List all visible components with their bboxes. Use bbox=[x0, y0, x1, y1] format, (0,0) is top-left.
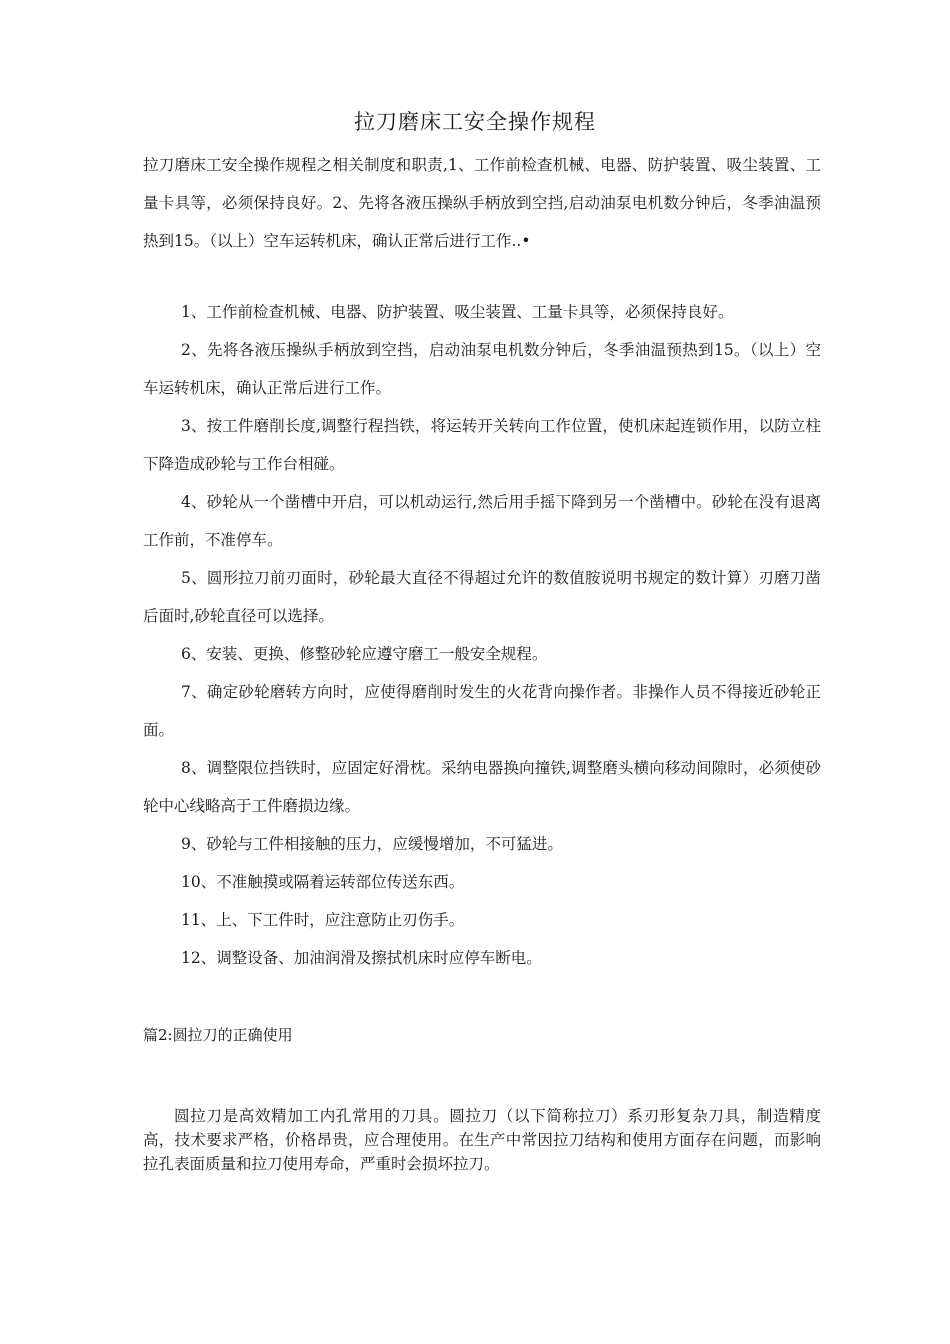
rule-item: 4、砂轮从一个凿槽中开启，可以机动运行,然后用手摇下降到另一个凿槽中。砂轮在没有退离工作前，不准停车。 bbox=[143, 493, 821, 549]
rule-item: 9、砂轮与工件相接触的压力，应缓慢增加，不可猛进。 bbox=[181, 835, 563, 853]
rule-item: 6、安装、更换、修整砂轮应遵守磨工一般安全规程。 bbox=[181, 645, 548, 663]
rule-item: 11、上、下工件时，应注意防止刃伤手。 bbox=[181, 911, 465, 929]
intro-paragraph: 拉刀磨床工安全操作规程之相关制度和职责,1、工作前检查机械、电器、防护装置、吸尘装置、工量卡具等，必须保持良好。2、先将各液压操纵手柄放到空挡,启动油泵电机数分钟后，冬季油温预热到15。（以上）空车运转机床，确认正常后进行工作..• bbox=[143, 156, 821, 250]
section-heading: 篇2:圆拉刀的正确使用 bbox=[143, 1026, 293, 1044]
rule-item: 12、调整设备、加油润滑及擦拭机床时应停车断电。 bbox=[181, 949, 542, 967]
rule-item: 7、确定砂轮磨转方向时，应使得磨削时发生的火花背向操作者。非操作人员不得接近砂轮正面。 bbox=[143, 683, 821, 739]
rule-item: 3、按工件磨削长度,调整行程挡铁，将运转开关转向工作位置，使机床起连锁作用，以防立柱下降造成砂轮与工作台相碰。 bbox=[143, 417, 821, 473]
rule-item: 2、先将各液压操纵手柄放到空挡，启动油泵电机数分钟后，冬季油温预热到15。（以上）空车运转机床，确认正常后进行工作。 bbox=[143, 341, 821, 397]
rule-item: 5、圆形拉刀前刃面时，砂轮最大直径不得超过允许的数值胺说明书规定的数计算）刃磨刀凿后面时,砂轮直径可以选择。 bbox=[143, 569, 821, 625]
rule-item: 10、不准触摸或隔着运转部位传送东西。 bbox=[181, 873, 465, 891]
rule-item: 8、调整限位挡铁时，应固定好滑枕。采纳电器换向撞铁,调整磨头横向移动间隙时，必须使砂轮中心线略高于工件磨损边缘。 bbox=[143, 759, 821, 815]
rules-list bbox=[143, 293, 821, 977]
section-body-paragraph: 圆拉刀是高效精加工内孔常用的刀具。圆拉刀（以下简称拉刀）系刃形复杂刀具，制造精度高，技术要求严格，价格昂贵，应合理使用。在生产中常因拉刀结构和使用方面存在问题，而影响拉孔表面质量和拉刀使用寿命，严重时会损坏拉刀。 bbox=[143, 1107, 821, 1173]
rule-item: 1、工作前检查机械、电器、防护装置、吸尘装置、工量卡具等，必须保持良好。 bbox=[181, 303, 734, 321]
document-title: 拉刀磨床工安全操作规程 bbox=[354, 110, 596, 134]
